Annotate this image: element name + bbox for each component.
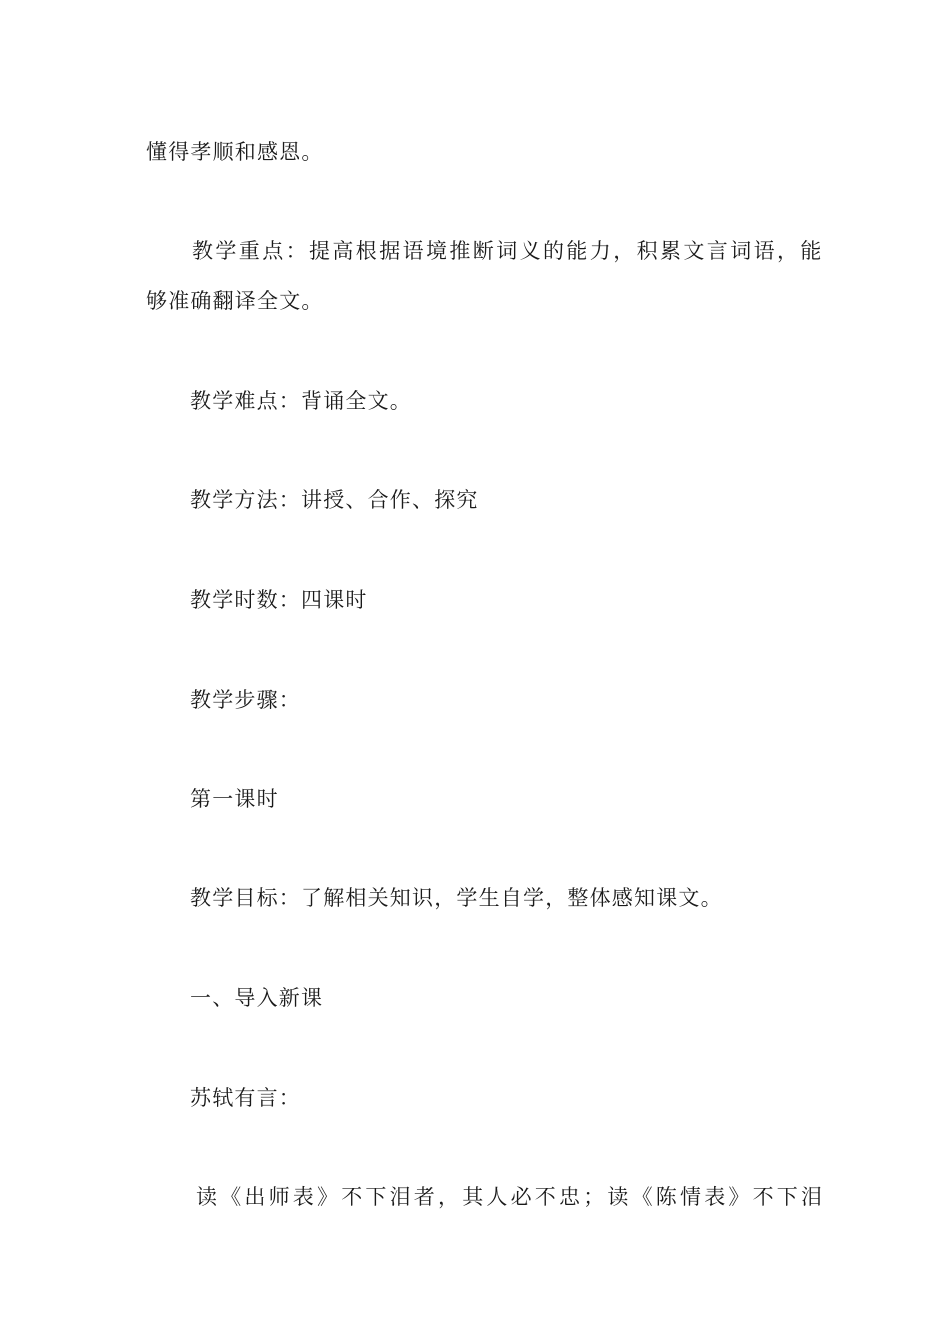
text-line-teaching-difficulty: 教学难点：背诵全文。 [190,389,412,413]
section-heading-introduction: 一、导入新课 [190,986,324,1010]
text-line-teaching-method: 教学方法：讲授、合作、探究 [190,488,479,512]
section-heading-first-lesson: 第一课时 [190,787,279,811]
text-line-teaching-steps: 教学步骤： [190,688,301,712]
text-line-class-hours: 教学时数：四课时 [190,588,368,612]
text-line-quote-intro: 苏轼有言： [190,1086,301,1110]
text-line-teaching-goal: 教学目标：了解相关知识，学生自学，整体感知课文。 [190,886,723,910]
text-line-quote: 读《出师表》不下泪者，其人必不忠；读《陈情表》不下泪 [196,1185,826,1209]
text-line-teaching-focus-cont: 够准确翻译全文。 [146,289,324,313]
text-line-teaching-focus: 教学重点：提高根据语境推断词义的能力，积累文言词语，能 [192,239,824,263]
text-line-continuation: 懂得孝顺和感恩。 [146,140,324,164]
